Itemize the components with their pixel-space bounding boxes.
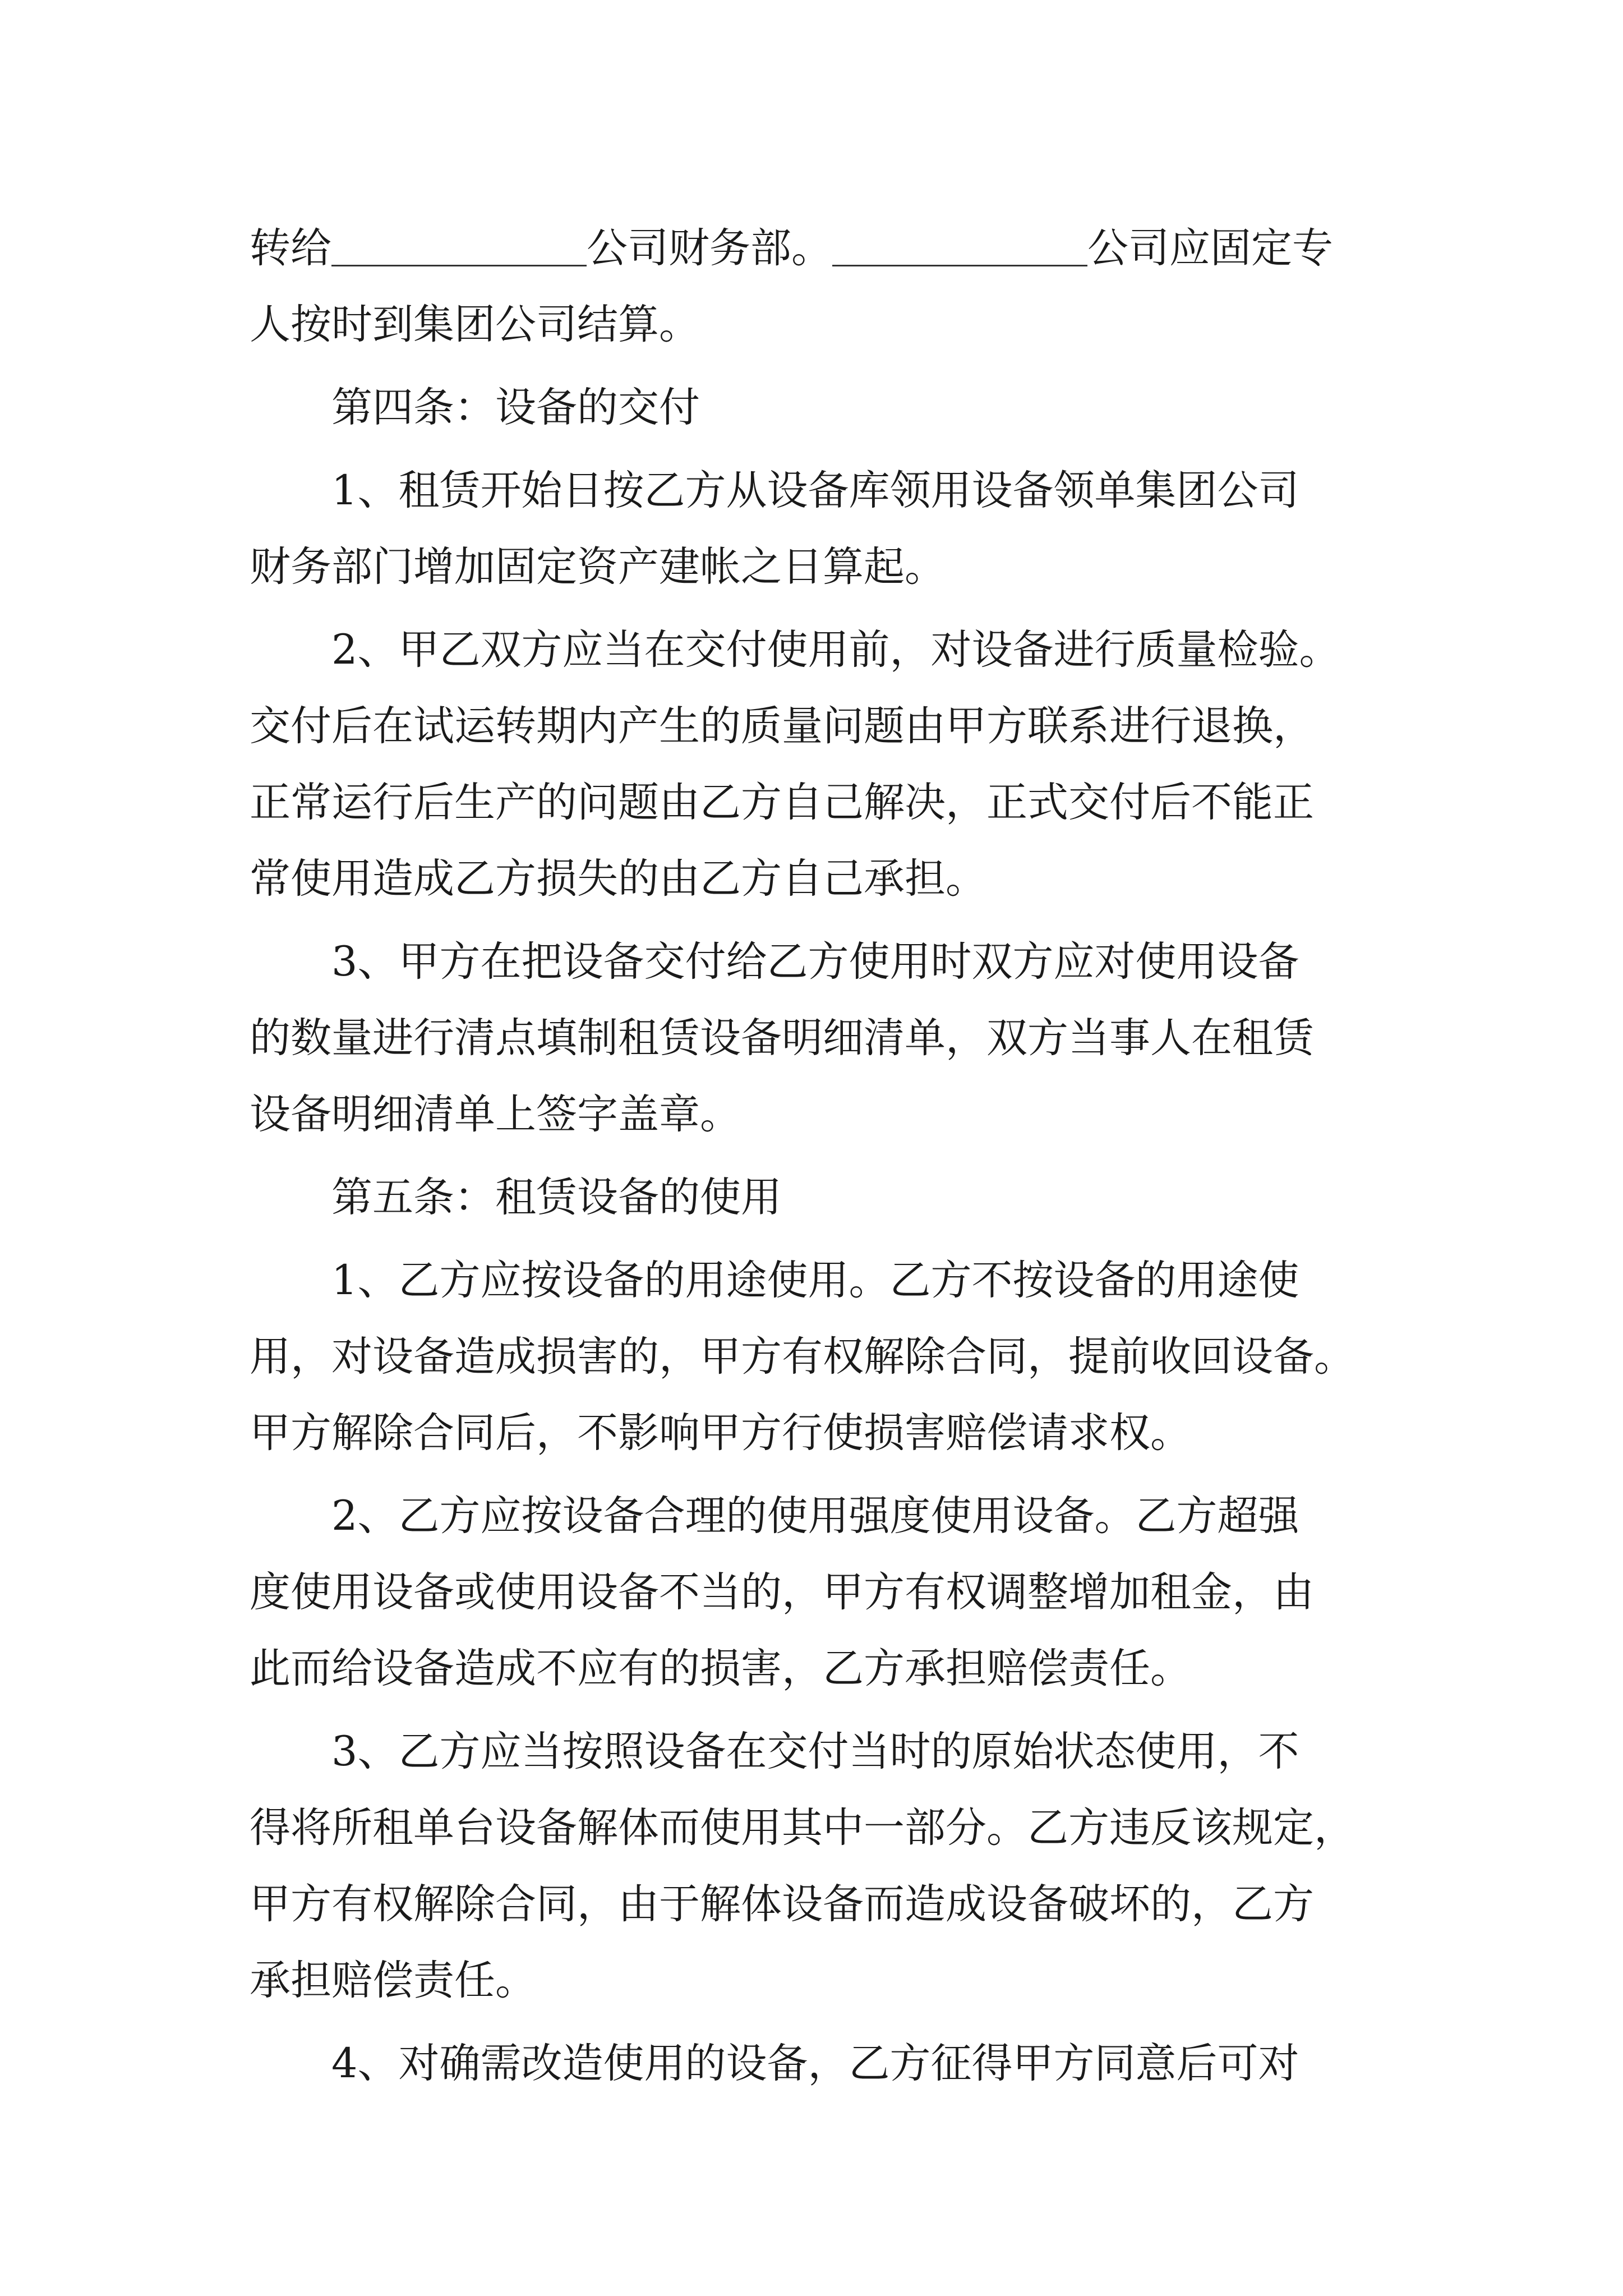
paragraph-line: 甲方有权解除合同，由于解体设备而造成设备破坏的，乙方	[250, 1880, 1314, 1928]
paragraph-gap	[250, 2019, 1394, 2026]
paragraph-first-line: 第四条：设备的交付	[331, 384, 700, 431]
paragraph-line: 此而给设备造成不应有的损害，乙方承担赔偿责任。	[250, 1645, 1191, 1692]
paragraph-gap	[250, 1153, 1394, 1159]
paragraph-gap	[250, 917, 1394, 924]
contract-body	[250, 210, 1394, 2102]
paragraph-line: 承担赔偿责任。	[250, 1957, 536, 2004]
fill-in-blank	[832, 220, 1087, 266]
paragraph-first-line: 4、对确需改造使用的设备，乙方征得甲方同意后可对	[331, 2040, 1299, 2087]
paragraph-gap	[250, 605, 1394, 612]
paragraph-line: 用，对设备造成损害的，甲方有权解除合同，提前收回设备。	[250, 1333, 1355, 1381]
paragraph-line: 财务部门增加固定资产建帐之日算起。	[250, 543, 946, 591]
paragraph-first-line: 第五条：租赁设备的使用	[331, 1174, 782, 1221]
paragraph-line: 度使用设备或使用设备不当的，甲方有权调整增加租金，由	[250, 1568, 1314, 1616]
paragraph-first-line: 3、乙方应当按照设备在交付当时的原始状态使用，不	[331, 1728, 1299, 1775]
paragraph-line: 甲方解除合同后，不影响甲方行使损害赔偿请求权。	[250, 1409, 1191, 1457]
text-segment: 公司应固定专	[1087, 224, 1333, 272]
fill-in-blank	[331, 220, 587, 266]
paragraph-line: 得将所租单台设备解体而使用其中一部分。乙方违反该规定，	[250, 1804, 1355, 1852]
paragraph-gap	[250, 1707, 1394, 1714]
paragraph-line: 人按时到集团公司结算。	[250, 301, 700, 348]
paragraph-first-line: 3、甲方在把设备交付给乙方使用时双方应对使用设备	[331, 938, 1299, 986]
paragraph-first-line: 2、甲乙双方应当在交付使用前，对设备进行质量检验。	[331, 626, 1340, 674]
paragraph-gap	[250, 1236, 1394, 1243]
paragraph-first-line: 1、乙方应按设备的用途使用。乙方不按设备的用途使	[331, 1257, 1299, 1304]
text-line-with-blanks	[250, 210, 1394, 287]
paragraph-line: 正常运行后生产的问题由乙方自己解决，正式交付后不能正	[250, 779, 1314, 826]
text-segment: 转给	[250, 224, 331, 272]
paragraph-line: 常使用造成乙方损失的由乙方自己承担。	[250, 855, 986, 903]
paragraph-gap	[250, 1471, 1394, 1478]
paragraph-first-line: 2、乙方应按设备合理的使用强度使用设备。乙方超强	[331, 1492, 1299, 1540]
text-segment: 公司财务部。	[587, 224, 832, 272]
paragraph-first-line: 1、租赁开始日按乙方从设备库领用设备领单集团公司	[331, 467, 1299, 514]
paragraph-line: 交付后在试运转期内产生的质量问题由甲方联系进行退换，	[250, 702, 1314, 750]
paragraph-gap	[250, 446, 1394, 453]
paragraph-line: 设备明细清单上签字盖章。	[250, 1091, 741, 1138]
paragraph-line: 的数量进行清点填制租赁设备明细清单，双方当事人在租赁	[250, 1014, 1314, 1062]
paragraph-gap	[250, 363, 1394, 370]
